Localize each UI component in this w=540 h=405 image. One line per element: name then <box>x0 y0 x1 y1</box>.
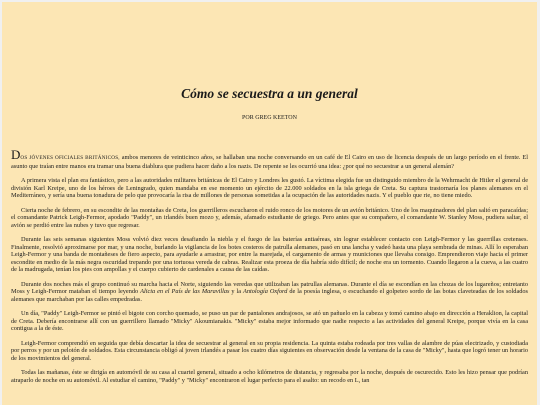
drop-cap: D <box>11 147 21 162</box>
paragraph-text: de la poesía inglesa, o escuchando el golpeteo sordo de las botas claveteadas de los soldados alemanes que marchaban por las calles empedradas. <box>11 288 528 303</box>
paragraph: A primera vista el plan era fantástico, pero a las autoridades militares británicas de El Cairo y Londres les gustó. La víctima elegida fue un distinguido miembro de la Wehrmacht de Hitler el general de división Karl Kreipe, uno de los héroes de Leningrado, quien mandaba en ese momento un ejército de 22.000 soldados en la isla griega de Creta. Su captura trastornaría los planes alemanes en el Mediterráneo, y sería una buena tonadura de pelo que provocaría la risa de millones de personas sometidas a la ocupación de las autoridades nazis. Y el pueblo que rie, no tiene miedo. <box>11 177 528 199</box>
book-title: Antología Oxford <box>243 288 288 295</box>
paragraph: Durante las seis semanas siguientes Moss volvió diez veces desafiando la niebla y el fuego de las baterías antiaéreas, sin lograr establecer contacto con Leigh-Fermor y las guerrillas cretenses. Finalmente, resolvió aproximarse por mar, y una noche, burlando la vigilancia de los botes costeros de patrulla alemanes, pasó en una lancha y vadeó hasta una playa sembrada de minas. Allí lo esperaban Leigh-Fermor y una banda de montañeses de fiero aspecto, para ayudarle a arrastrar, por entre la marejada, el cargamento de armas y municiones que llevaba consigo. Emprendieron viaje hacia el primer escondite en medio de la más negra oscuridad trepando por una tortuosa vereda de cabras. Realizar esta proeza de día habría sido difícil; de noche era un tormento. Cuando llegaron a la cueva, a las cuatro de la madrugada, tenían los pies con ampollas y el cuerpo cubierto de cardenales a causa de las caídas. <box>11 236 528 273</box>
paragraph: Cierta noche de febrero, en su escondite de las montañas de Creta, los guerrilleros escucharon el ruido ronco de los motores de un avión británico. Uno de los maquinadores del plan saltó en paracaídas; el comandante Patrick Leigh-Fermor, apodado "Paddy", un irlandés buen mozo y, además, afamado estudiante de griego. Pero antes que su compañero, el comandante W. Stanley Moss, pudiera saltar, el avión se perdió entre las nubes y tuvo que regresar. <box>11 206 528 229</box>
article-body <box>11 147 528 391</box>
article-title: Cómo se secuestra a un general <box>181 86 358 101</box>
article-byline: POR GREG KEETON <box>242 115 297 121</box>
paragraph <box>11 147 528 170</box>
paragraph: Todas las mañanas, éste se dirigía en automóvil de su casa al cuartel general, situado a ocho kilómetros de distancia, y regresaba por la noche, después de oscurecido. Esto les hizo pensar que podrían atraparlo de noche en su automóvil. Al estudiar el camino, "Paddy" y "Micky" encontraron el lugar perfecto para el asalto: un recodo en L, tan <box>11 369 528 384</box>
paragraph-text: y la <box>229 288 244 295</box>
lead-in: OS JÓVENES OFICIALES BRITÁNICOS, <box>20 155 120 161</box>
paragraph <box>11 281 528 304</box>
book-title: Alicia en el País de las Maravillas <box>140 288 230 295</box>
paragraph-text: Durante dos noches más el grupo continuó su marcha hacia el Norte, siguiendo las veredas que utilizaban las patrullas alemanas. Durante el día se escondían en las chozas de los lugareños; entretanto Moss y Leigh-Fermor mataban el tiempo leyendo <box>11 280 528 295</box>
paragraph: Un día, "Paddy" Leigh-Fermor se pintó el bigote con corcho quemado, se puso un par de pantalones andrajosos, se ató un pañuelo en la cabeza y tomó camino abajo en dirección a Heraklion, la capital de Creta. Debería encontrarse allí con un guerrillero llamado "Micky" Akoumianakis. "Micky" estaba mejor informado que nadie respecto a las actividades del general Kreipe, porque vivía en la casa contigua a la de éste. <box>11 310 528 332</box>
article-page <box>2 2 537 405</box>
paragraph: Leigh-Fermor comprendió en seguida que debía descartar la idea de secuestrar al general en su propia residencia. La quinta estaba rodeada por tres vallas de alambre de púas electrizado, y custodiada por perros y por un pelotón de soldados. Esta circunstancia obligó al joven irlandés a pasar los cuatro días siguientes en observación desde la ventana de la casa de "Micky", hasta que logró tener un horario de los movimientos del general. <box>11 339 528 362</box>
paragraph-text: ambos menores de veinticinco años, se hallaban una noche conversando en un café de El Cairo en uso de licencia después de un largo período en el frente. El asunto que traían entre manos era tramar una buena diablura que pudiera hacer daño a los nazis. De repente se les ocurrió una idea: ¿por qué no secuestrar a un general alemán? <box>11 154 528 170</box>
